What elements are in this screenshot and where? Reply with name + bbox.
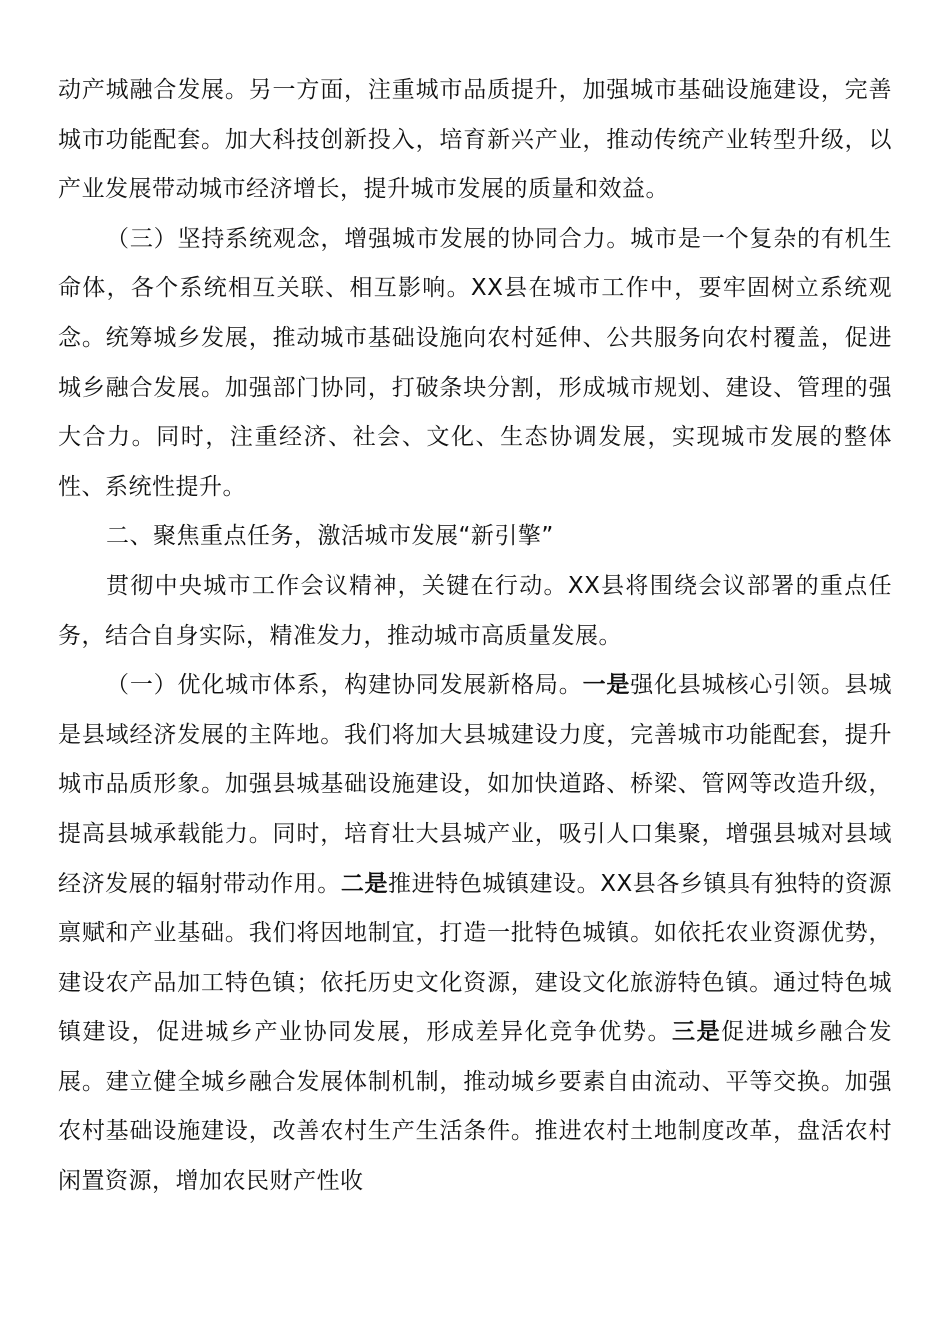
point-text-2: 推进特色城镇建设。XX县各乡镇具有独特的资源禀赋和产业基础。我们将因地制宜，打造一批特色城镇。如依托农业资源优势，建设农产品加工特色镇；依托历史文化资源，建设文化旅游特色镇。通过特色城镇建设，促进城乡产业协同发展，形成差异化竞争优势。 xyxy=(58,870,893,1046)
paragraph-optimize-city-system xyxy=(58,661,892,1207)
paragraph-implementation-intro: 贯彻中央城市工作会议精神，关键在行动。XX县将围绕会议部署的重点任务，结合自身实际，精准发力，推动城市高质量发展。 xyxy=(58,572,892,649)
paragraph-system-view: （三）坚持系统观念，增强城市发展的协同合力。城市是一个复杂的有机生命体，各个系统相互关联、相互影响。XX县在城市工作中，要牢固树立系统观念。统筹城乡发展，推动城市基础设施向农村延伸、公共服务向农村覆盖，促进城乡融合发展。加强部门协同，打破条块分割，形成城市规划、建设、管理的强大合力。同时，注重经济、社会、文化、生态协调发展，实现城市发展的整体性、系统性提升。 xyxy=(58,225,892,500)
point-marker-1: 一是 xyxy=(582,672,631,699)
point-text-3: 促进城乡融合发展。建立健全城乡融合发展体制机制，推动城乡要素自由流动、平等交换。加强农村基础设施建设，改善农村生产生活条件。推进农村土地制度改革，盘活农村闲置资源，增加农民财产性收 xyxy=(58,1019,893,1195)
point-text-1: 强化县城核心引领。县城是县域经济发展的主阵地。我们将加大县城建设力度，完善城市功能配套，提升城市品质形象。加强县城基础设施建设，如加快道路、桥梁、管网等改造升级，提高县城承载能力。同时，培育壮大县城产业，吸引人口集聚，增强县城对县域经济发展的辐射带动作用。 xyxy=(58,672,892,897)
subsection-title: （一）优化城市体系，构建协同发展新格局。 xyxy=(106,672,583,699)
point-marker-3: 三是 xyxy=(672,1019,722,1046)
paragraph-continuation: 动产城融合发展。另一方面，注重城市品质提升，加强城市基础设施建设，完善城市功能配套。加大科技创新投入，培育新兴产业，推动传统产业转型升级，以产业发展带动城市经济增长，提升城市发展的质量和效益。 xyxy=(58,77,892,203)
point-marker-2: 二是 xyxy=(340,870,389,897)
section-heading-2: 二、聚焦重点任务，激活城市发展“新引擎” xyxy=(106,523,554,550)
document-body xyxy=(58,66,892,1207)
